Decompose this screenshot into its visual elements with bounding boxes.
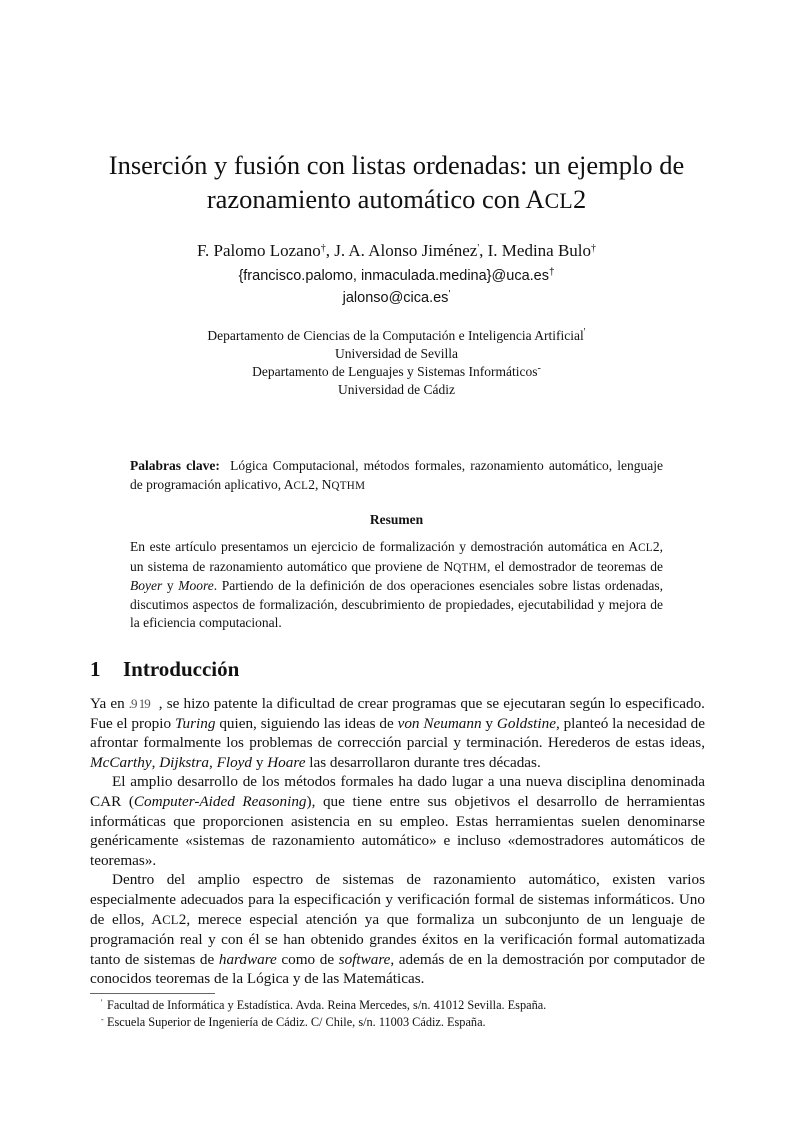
footnote-1-mark: '	[101, 998, 103, 1007]
keywords-nqthm-smallcaps: QTHM	[331, 479, 366, 492]
abstract-boyer: Boyer	[130, 578, 163, 593]
keywords-acl-smallcaps: CL	[293, 479, 309, 492]
affiliation-4: Universidad de Cádiz	[338, 382, 455, 397]
p1-c: quien, siguiendo las ideas de	[215, 714, 398, 732]
abstract-part-2: 2, un sistema de razonamiento automático que proviene de N	[130, 539, 663, 574]
author-3-mark: †	[591, 243, 597, 254]
p1-b: , se hizo patente la dificultad de crear programas que se ejecutaran según lo especificado. Fue el propio	[90, 695, 705, 732]
title-acl-suffix: 2	[572, 184, 587, 214]
p3-b: 2, merece especial atención ya que formaliza un subconjunto de un lenguaje de programación real y con él se han obtenido grandes éxitos en la verificación formal automatizada tanto de sistemas de	[90, 910, 705, 968]
footnote-1-text: Facultad de Informática y Estadística. Avda. Reina Mercedes, s/n. 41012 Sevilla. España.	[107, 998, 547, 1012]
keywords-label: Palabras clave:	[130, 458, 220, 473]
p3-software: software	[338, 950, 391, 968]
title-line-2	[60, 182, 733, 218]
p3-a: Dentro del amplio espectro de sistemas de razonamiento automático, existen varios especialmente adecuados para la especificación y verificación formal de sistemas informáticos. Uno de ellos, A	[90, 871, 705, 928]
author-1-mark: †	[320, 243, 326, 254]
p1-year-smudged: .9 19	[128, 696, 150, 711]
abstract-part-3: , el demostrador de teoremas de	[487, 558, 663, 574]
abstract-text	[130, 538, 663, 633]
affiliation-3	[60, 363, 733, 381]
p1-goldstine: Goldstine	[496, 714, 556, 732]
p2-car: Computer-Aided Reasoning	[133, 792, 307, 810]
abstract-heading: Resumen	[369, 512, 424, 527]
p3-d: , además de en la demostración por computador de conocidos teoremas de la Lógica y de las Matemáticas.	[90, 950, 706, 988]
abstract-acl-smallcaps: CL	[638, 542, 653, 554]
email-2-mark: '	[448, 289, 451, 300]
p1-d: y	[481, 714, 497, 732]
footnote-2-text: Escuela Superior de Ingeniería de Cádiz. C/ Chile, s/n. 11003 Cádiz. España.	[107, 1015, 486, 1029]
p1-and: y	[252, 753, 268, 771]
abstract-nqthm-smallcaps: QTHM	[453, 561, 488, 574]
abstract-and: y	[162, 578, 179, 593]
footnotes	[101, 997, 547, 1031]
email-1-text[interactable]: {francisco.palomo, inmaculada.medina}@uca.es	[238, 268, 549, 284]
author-3: , I. Medina Bulo	[479, 241, 592, 260]
author-list	[60, 240, 733, 262]
p2-b: ), que tiene entre sus objetivos el desarrollo de herramientas informáticas que proporcionen asistencia en su empleo. Estas herramientas suelen denominarse genéricamente «sistemas de razonamiento automático» e incluso «demostradores automáticos de teoremas».	[90, 792, 705, 869]
affiliation-1	[60, 327, 733, 345]
email-line-2	[60, 289, 733, 307]
p1-a: Ya en	[90, 695, 129, 712]
p1-hoare: Hoare	[267, 753, 306, 771]
p3-c: como de	[276, 950, 339, 968]
p3-acl-smallcaps: CL	[162, 912, 179, 927]
p1-e: , planteó la necesidad de afrontar formalmente los problemas de corrección parcial y terminación. Herederos de estas ideas,	[90, 714, 705, 752]
p1-floyd: Floyd	[216, 753, 253, 771]
paper-title	[60, 148, 733, 218]
abstract-moore: Moore	[178, 578, 214, 593]
paragraph-2	[90, 772, 705, 870]
title-line-1: Inserción y fusión con listas ordenadas: un ejemplo de	[108, 150, 685, 180]
keywords-acl-suffix: 2, N	[308, 476, 332, 492]
affiliation-3-text: Departamento de Lenguajes y Sistemas Informáticos	[252, 364, 538, 379]
affiliations	[60, 327, 733, 399]
p1-comma-2: ,	[208, 753, 217, 771]
abstract-part-1: En este artículo presentamos un ejercicio de formalización y demostración automática en A	[130, 539, 639, 554]
footnote-2	[101, 1014, 546, 1031]
title-acl-smallcaps: CL	[544, 189, 573, 213]
email-line-1	[60, 267, 733, 285]
p2-a: El amplio desarrollo de los métodos formales ha dado lugar a una nueva disciplina denominada CAR (	[90, 773, 705, 810]
p1-f: las desarrollaron durante tres décadas.	[305, 753, 541, 771]
author-2-mark: '	[477, 243, 480, 254]
email-2-text[interactable]: jalonso@cica.es	[342, 290, 449, 306]
p1-von-neumann: von Neumann	[397, 714, 482, 732]
p3-hardware: hardware	[218, 950, 277, 968]
author-1: F. Palomo Lozano	[196, 241, 321, 260]
body-text	[90, 694, 705, 989]
footnote-2-mark: -	[101, 1015, 104, 1024]
section-heading	[90, 657, 239, 682]
affiliation-3-mark: -	[537, 363, 541, 374]
keywords-text: Lógica Computacional, métodos formales, razonamiento automático, lenguaje de programación aplicativo, A	[130, 458, 664, 492]
paragraph-1	[90, 694, 705, 772]
p1-mccarthy: McCarthy	[90, 753, 152, 771]
keywords	[130, 457, 663, 495]
email-1-mark: †	[548, 267, 555, 278]
footnote-rule	[90, 993, 215, 994]
p1-comma-1: ,	[151, 753, 160, 771]
abstract-part-4: . Partiendo de la definición de dos operaciones esenciales sobre listas ordenadas, discutimos aspectos de formalización, descubrimiento de propiedades, ejecutabilidad y mejora de la eficiencia computacional.	[130, 578, 663, 630]
footnote-1	[101, 997, 547, 1014]
author-2: , J. A. Alonso Jiménez	[325, 241, 478, 260]
p1-turing: Turing	[174, 714, 216, 732]
paragraph-3	[90, 870, 705, 989]
section-number: 1	[90, 657, 101, 681]
affiliation-2: Universidad de Sevilla	[335, 346, 458, 361]
affiliation-1-mark: '	[583, 327, 586, 338]
p1-dijkstra: Dijkstra	[159, 753, 209, 771]
title-line-2-text: razonamiento automático con A	[206, 184, 545, 214]
affiliation-1-text: Departamento de Ciencias de la Computación e Inteligencia Artificial	[207, 328, 584, 343]
section-title: Introducción	[123, 657, 240, 681]
